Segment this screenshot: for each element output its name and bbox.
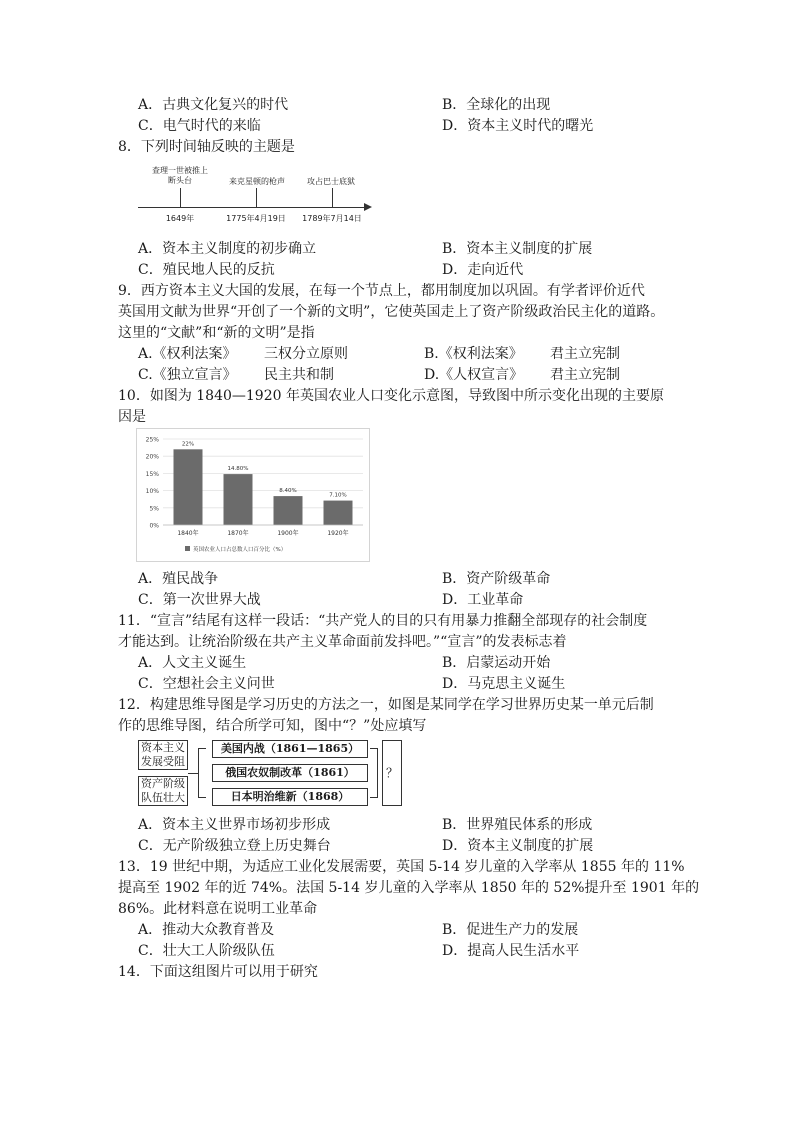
q7-option-b: B．全球化的出现	[442, 97, 551, 113]
q13-option-a: A．推动大众教育普及	[138, 922, 275, 938]
timeline-arrow-icon	[364, 203, 372, 211]
q13-stem-line3: 86%。此材料意在说明工业革命	[118, 901, 318, 917]
x-tick-label: 1870年	[227, 530, 249, 537]
q10-stem-line1: 10．如图为 1840—1920 年英国农业人口变化示意图，导致图中所示变化出现的主要原	[118, 388, 664, 404]
q11-option-c: C．空想社会主义问世	[138, 676, 275, 692]
q7-option-c: C．电气时代的来临	[138, 118, 261, 134]
y-tick-label: 25%	[145, 436, 159, 444]
q9-option-d-doc: D.《人权宣言》	[424, 367, 524, 383]
q12-option-b: B．世界殖民体系的形成	[442, 817, 593, 833]
agricultural-population-chart	[137, 429, 369, 561]
q8-option-b: B．资本主义制度的扩展	[442, 241, 593, 257]
q8-timeline	[136, 164, 376, 230]
q9-option-c-doc: C.《独立宣言》	[138, 367, 237, 383]
map-box-russia-reform: 俄国农奴制改革（1861）	[212, 764, 368, 782]
map-box-left-top: 资本主义发展受阻	[138, 740, 188, 770]
legend-swatch	[185, 546, 190, 551]
q11-option-a: A．人文主义诞生	[138, 655, 247, 671]
q12-option-c: C．无产阶级独立登上历史舞台	[138, 838, 331, 854]
x-tick-label: 1920年	[327, 530, 349, 537]
q8-option-d: D．走向近代	[442, 262, 524, 278]
y-tick-label: 5%	[149, 505, 159, 513]
timeline-tick	[332, 188, 333, 208]
q9-option-b-doc: B.《权利法案》	[424, 346, 523, 362]
q11-option-d: D．马克思主义诞生	[442, 676, 566, 692]
q10-option-d: D．工业革命	[442, 592, 524, 608]
y-tick-label: 15%	[145, 470, 159, 478]
q12-option-a: A．资本主义世界市场初步形成	[138, 817, 331, 833]
data-label: 7.10%	[329, 492, 347, 499]
data-label: 22%	[181, 441, 195, 448]
bar	[324, 501, 353, 525]
map-bracket-left	[198, 748, 206, 798]
q13-option-c: C．壮大工人阶级队伍	[138, 943, 275, 959]
q11-stem-line1: 11．“宣言”结尾有这样一段话：“共产党人的目的只有用暴力推翻全部现存的社会制度	[118, 613, 648, 629]
q10-chart-frame	[136, 428, 370, 562]
y-tick-label: 20%	[145, 453, 159, 461]
q7-option-a: A．古典文化复兴的时代	[138, 97, 289, 113]
q13-stem-line1: 13．19 世纪中期，为适应工业化发展需要，英国 5-14 岁儿童的入学率从 1855 年的 11%	[118, 859, 685, 875]
q10-option-a: A．殖民战争	[138, 571, 219, 587]
y-tick-label: 0%	[149, 522, 159, 530]
x-tick-label: 1840年	[177, 530, 199, 537]
q9-stem-line2: 英国用文献为世界“开创了一个新的文明”，它使英国走上了资产阶级政治民主化的道路。	[118, 304, 665, 320]
timeline-tick	[256, 188, 257, 208]
q13-option-d: D．提高人民生活水平	[442, 943, 580, 959]
map-bracket-right	[370, 748, 378, 798]
data-label: 14.80%	[227, 466, 249, 473]
q7-option-d: D．资本主义时代的曙光	[442, 118, 594, 134]
y-tick-label: 10%	[145, 488, 159, 496]
q8-option-c: C．殖民地人民的反抗	[138, 262, 275, 278]
timeline-date-3: 1789年7月14日	[302, 214, 362, 223]
q8-stem: 8．下列时间轴反映的主题是	[118, 139, 295, 155]
q13-option-b: B．促进生产力的发展	[442, 922, 579, 938]
timeline-event-2: 来克星顿的枪声	[229, 177, 285, 186]
timeline-event-1: 查理一世被推上断头台	[152, 166, 208, 185]
q14-stem: 14．下面这组图片可以用于研究	[118, 964, 318, 980]
q9-option-b-civ: 君主立宪制	[550, 346, 620, 362]
q13-stem-line2: 提高至 1902 年的近 74%。法国 5-14 岁儿童的入学率从 1850 年的 52%提升至 1901 年的	[118, 880, 700, 896]
data-label: 8.40%	[279, 488, 297, 495]
map-box-question: ？	[382, 740, 402, 806]
q9-option-a-doc: A.《权利法案》	[138, 346, 237, 362]
map-connector	[188, 773, 198, 774]
timeline-event-3: 攻占巴士底狱	[307, 177, 355, 186]
q11-option-b: B．启蒙运动开始	[442, 655, 551, 671]
q12-stem-line1: 12．构建思维导图是学习历史的方法之一，如图是某同学在学习世界历史某一单元后制	[118, 697, 654, 713]
q8-option-a: A．资本主义制度的初步确立	[138, 241, 317, 257]
timeline-date-1: 1649年	[165, 214, 195, 223]
map-box-left-bottom: 资产阶级队伍壮大	[138, 776, 188, 806]
bar	[174, 449, 203, 525]
q12-option-d: D．资本主义制度的扩展	[442, 838, 594, 854]
bar	[224, 474, 253, 525]
q12-stem-line2: 作的思维导图，结合所学可知，图中“？”处应填写	[118, 718, 427, 734]
map-box-meiji-restoration: 日本明治维新（1868）	[212, 788, 368, 806]
map-box-us-civil-war: 美国内战（1861—1865）	[212, 740, 368, 758]
q9-option-d-civ: 君主立宪制	[550, 367, 620, 383]
q10-option-b: B．资产阶级革命	[442, 571, 551, 587]
q12-mind-map	[136, 738, 406, 810]
q9-stem-line3: 这里的“文献”和“新的文明”是指	[118, 325, 315, 341]
q10-stem-line2: 因是	[118, 409, 146, 425]
q9-stem-line1: 9．西方资本主义大国的发展，在每一个节点上，都用制度加以巩固。有学者评价近代	[118, 283, 645, 299]
legend-label: 英国农业人口占总数人口百分比（%）	[193, 547, 287, 553]
q10-option-c: C．第一次世界大战	[138, 592, 261, 608]
q9-option-a-civ: 三权分立原则	[264, 346, 348, 362]
bar	[274, 496, 303, 525]
q11-stem-line2: 才能达到。让统治阶级在共产主义革命面前发抖吧。”“宣言”的发表标志着	[118, 634, 567, 650]
timeline-tick	[180, 188, 181, 208]
x-tick-label: 1900年	[277, 530, 299, 537]
timeline-date-2: 1775年4月19日	[226, 214, 286, 223]
q9-option-c-civ: 民主共和制	[264, 367, 334, 383]
